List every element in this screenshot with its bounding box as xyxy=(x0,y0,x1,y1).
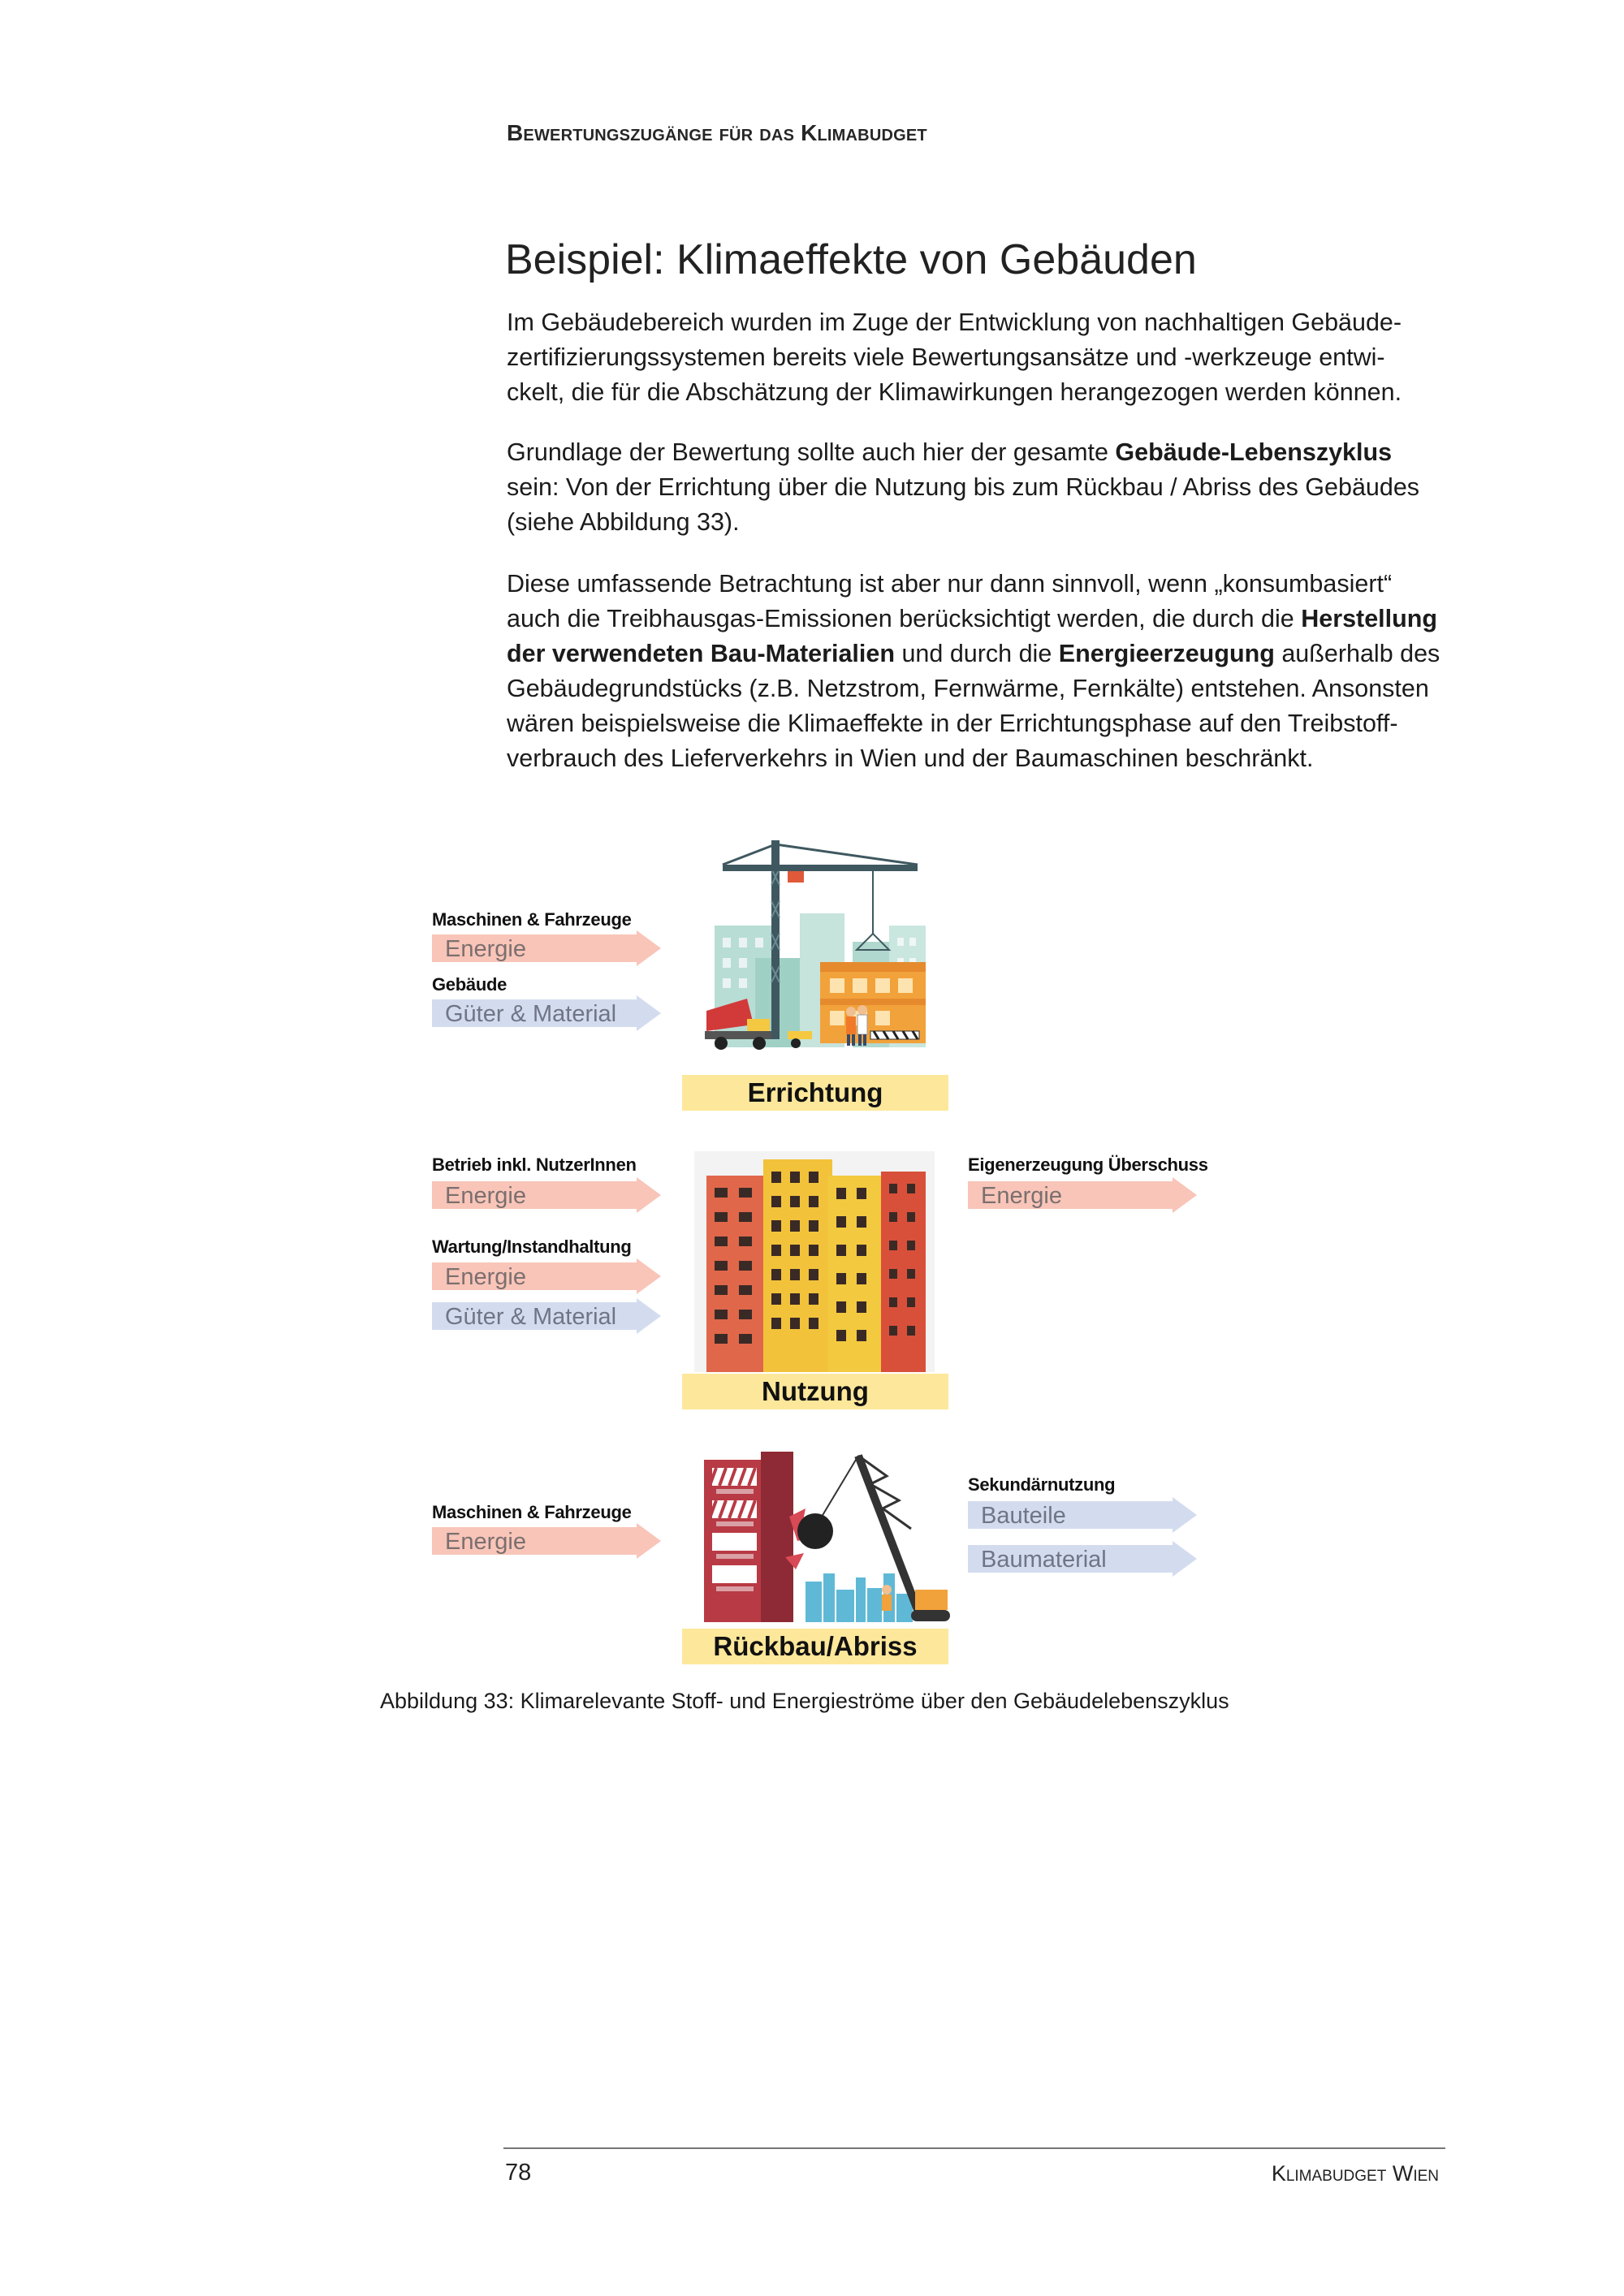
paragraph-line: Grundlage der Bewertung sollte auch hier der gesamte Gebäude-Lebenszyklus xyxy=(507,438,1393,466)
errichtung-goods-arrow: Güter & Material xyxy=(432,995,661,1031)
emphasis: Gebäude-Lebenszyklus xyxy=(1115,438,1393,466)
demolition-icon xyxy=(684,1452,952,1627)
rueckbau-material-arrow: Baumaterial xyxy=(968,1541,1197,1577)
rueckbau-energy-arrow: Energie xyxy=(432,1523,661,1559)
nutzung-operation-energy-arrow: Energie xyxy=(432,1177,661,1213)
paragraph-1 xyxy=(507,305,1457,410)
paragraph-line: wären beispielsweise die Klimaeffekte in der Errichtungsphase auf den Treibstoff- xyxy=(507,710,1398,737)
emphasis: der verwendeten Bau-Materialien xyxy=(507,640,895,667)
paragraph-line: verbrauch des Lieferverkehrs in Wien und der Baumaschinen beschränkt. xyxy=(507,744,1314,772)
footer-divider xyxy=(503,2147,1445,2149)
nutzung-maintenance-energy-arrow: Energie xyxy=(432,1258,661,1294)
nutzung-maintenance-goods-arrow: Güter & Material xyxy=(432,1298,661,1334)
errichtung-machines-label: Maschinen & Fahrzeuge xyxy=(432,909,632,930)
section-title: Beispiel: Klimaeffekte von Gebäuden xyxy=(505,236,1197,283)
phase-nutzung: Nutzung xyxy=(682,1374,948,1409)
phase-rueckbau: Rückbau/Abriss xyxy=(682,1629,948,1664)
phase-errichtung: Errichtung xyxy=(682,1075,948,1111)
nutzung-operation-label: Betrieb inkl. NutzerInnen xyxy=(432,1154,637,1175)
paragraph-line: Gebäudegrundstücks (z.B. Netzstrom, Fernwärme, Fernkälte) entstehen. Ansonsten xyxy=(507,675,1429,702)
emphasis: Energieerzeugung xyxy=(1058,640,1275,667)
paragraph-line: der verwendeten Bau-Materialien und durch die Energieerzeugung außerhalb des xyxy=(507,640,1440,667)
paragraph-2 xyxy=(507,435,1457,540)
paragraph-line: sein: Von der Errichtung über die Nutzung bis zum Rückbau / Abriss des Gebäudes xyxy=(507,473,1420,501)
emphasis: Herstellung xyxy=(1301,605,1438,632)
figure-caption: Abbildung 33: Klimarelevante Stoff- und Energieströme über den Gebäudelebenszyklus xyxy=(380,1689,1229,1713)
running-header: Bewertungszugänge für das Klimabudget xyxy=(507,120,927,145)
paragraph-line: ckelt, die für die Abschätzung der Klimawirkungen herangezogen werden können. xyxy=(507,378,1402,406)
paragraph-line: Diese umfassende Betrachtung ist aber nur dann sinnvoll, wenn „konsumbasiert“ xyxy=(507,570,1393,598)
errichtung-energy-arrow: Energie xyxy=(432,930,661,966)
rueckbau-components-arrow: Bauteile xyxy=(968,1497,1197,1533)
paragraph-line: (siehe Abbildung 33). xyxy=(507,508,740,536)
construction-site-icon xyxy=(690,836,942,1064)
rueckbau-machines-label: Maschinen & Fahrzeuge xyxy=(432,1502,632,1522)
apartment-building-icon xyxy=(694,1151,935,1372)
paragraph-3 xyxy=(507,567,1457,776)
footer-title: Klimabudget Wien xyxy=(1271,2161,1439,2186)
paragraph-line: zertifizierungssystemen bereits viele Bewertungsansätze und -werkzeuge entwi- xyxy=(507,343,1385,371)
paragraph-line: auch die Treibhausgas-Emissionen berücksichtigt werden, die durch die Herstellung xyxy=(507,605,1438,632)
paragraph-line: Im Gebäudebereich wurden im Zuge der Entwicklung von nachhaltigen Gebäude- xyxy=(507,309,1402,336)
rueckbau-secondary-use-label: Sekundärnutzung xyxy=(968,1474,1116,1495)
page-number: 78 xyxy=(505,2160,532,2186)
nutzung-surplus-label: Eigenerzeugung Überschuss xyxy=(968,1154,1208,1175)
nutzung-maintenance-label: Wartung/Instandhaltung xyxy=(432,1236,632,1257)
nutzung-surplus-energy-arrow: Energie xyxy=(968,1177,1197,1213)
errichtung-building-label: Gebäude xyxy=(432,974,508,995)
